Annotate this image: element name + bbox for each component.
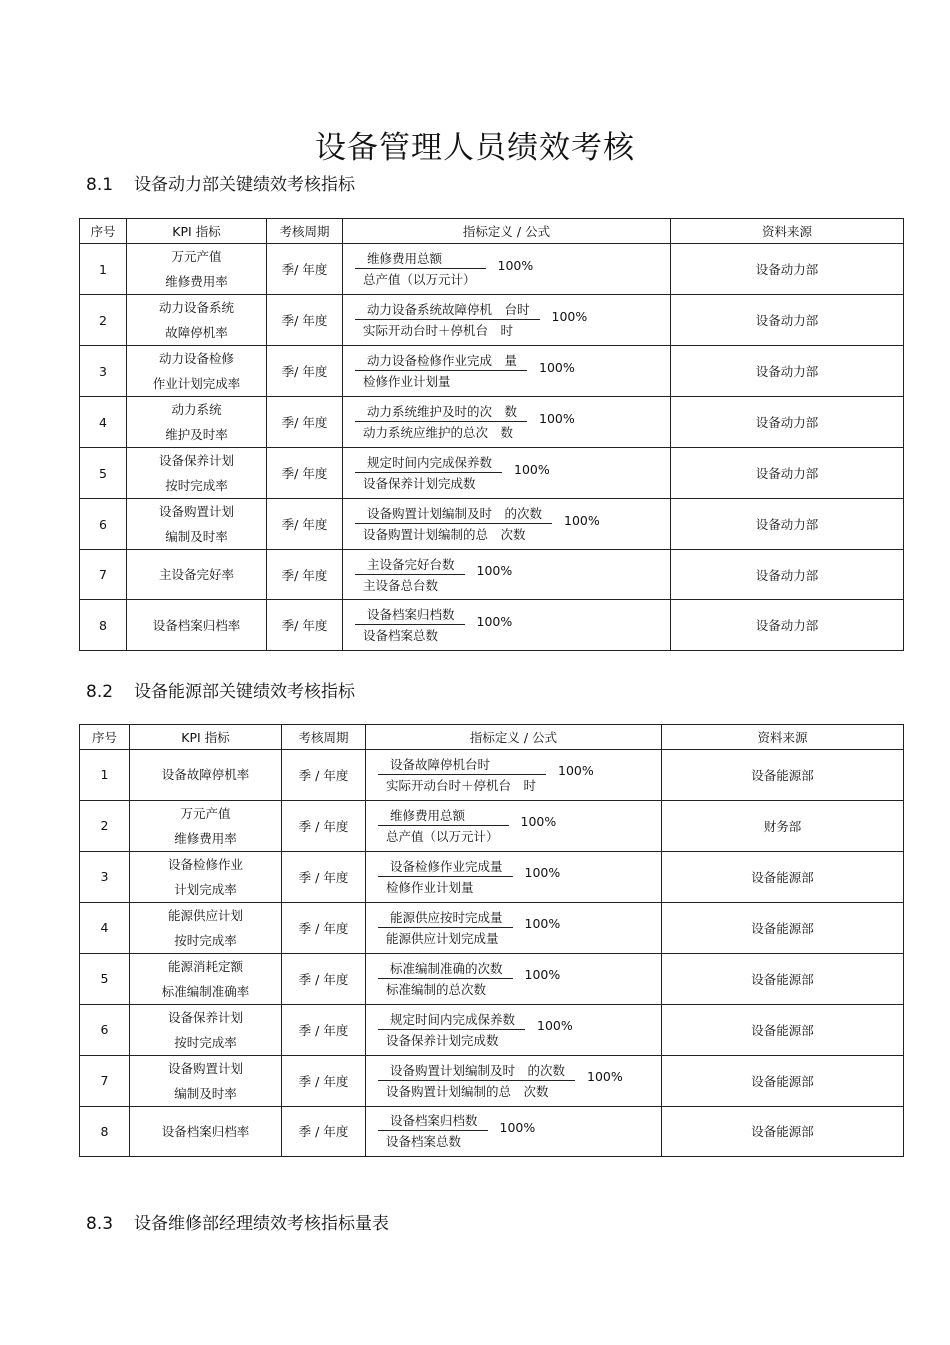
formula-cell	[366, 1055, 662, 1106]
formula-denominator: 设备档案总数	[386, 1134, 462, 1150]
formula-numerator: 设备档案归档数	[355, 606, 465, 625]
header-source: 资料来源	[662, 725, 904, 750]
formula-multiplier: 100%	[551, 308, 588, 324]
kpi-name-cell	[127, 550, 267, 600]
kpi-name-line: 计划完成率	[174, 881, 237, 897]
data-source: 设备能源部	[662, 953, 904, 1004]
table-row	[80, 244, 904, 295]
assessment-period: 季 / 年度	[282, 851, 366, 902]
data-source: 设备能源部	[662, 851, 904, 902]
row-number: 3	[80, 851, 130, 902]
row-number: 1	[80, 750, 130, 801]
data-source: 设备能源部	[662, 750, 904, 801]
section-title: 设备维修部经理绩效考核指标量表	[134, 1214, 389, 1234]
assessment-period: 季/ 年度	[267, 295, 343, 346]
fraction	[355, 556, 465, 594]
fraction	[355, 301, 540, 339]
kpi-name-cell	[130, 1106, 282, 1157]
section-number: 8.2	[86, 682, 114, 702]
header-no: 序号	[80, 219, 127, 244]
section-number: 8.3	[86, 1214, 114, 1234]
formula-denominator: 总产值（以万元计）	[363, 272, 476, 287]
fraction	[355, 454, 502, 492]
kpi-name-cell	[127, 346, 267, 397]
row-number: 7	[80, 1055, 130, 1106]
row-number: 5	[80, 448, 127, 499]
kpi-name-cell	[130, 1055, 282, 1106]
formula-denominator: 动力系统应维护的总次 数	[363, 425, 514, 440]
formula-numerator: 能源供应按时完成量	[378, 909, 513, 928]
fraction	[378, 1062, 575, 1100]
formula-cell	[366, 851, 662, 902]
row-number: 8	[80, 1106, 130, 1157]
formula	[347, 403, 666, 441]
assessment-period: 季 / 年度	[282, 750, 366, 801]
row-number: 4	[80, 397, 127, 448]
header-formula: 指标定义 / 公式	[343, 219, 671, 244]
formula-denominator: 标准编制的总次数	[386, 981, 487, 997]
fraction	[355, 403, 527, 441]
header-formula: 指标定义 / 公式	[366, 725, 662, 750]
kpi-name-line: 作业计划完成率	[152, 376, 241, 391]
kpi-name-line: 标准编制准确率	[161, 983, 250, 999]
table-header-row	[80, 725, 904, 750]
formula	[370, 1112, 657, 1150]
kpi-name-line: 动力系统	[171, 402, 222, 417]
formula-cell	[366, 1106, 662, 1157]
table-row	[80, 1004, 904, 1055]
table-row	[80, 600, 904, 650]
table-row	[80, 346, 904, 397]
table-row	[80, 800, 904, 851]
table-header-row	[80, 219, 904, 244]
header-kpi: KPI 指标	[127, 219, 267, 244]
kpi-name-line: 主设备完好率	[158, 567, 234, 583]
formula-cell	[343, 295, 671, 346]
assessment-period: 季/ 年度	[267, 600, 343, 650]
data-source: 设备动力部	[671, 448, 904, 499]
formula-numerator: 维修费用总额	[355, 250, 486, 269]
kpi-name-line: 按时完成率	[165, 478, 228, 493]
formula-numerator: 设备故障停机台时	[378, 756, 546, 775]
kpi-name-cell	[127, 448, 267, 499]
kpi-name-line: 设备保养计划	[167, 1009, 243, 1025]
formula-multiplier: 100%	[524, 916, 561, 932]
formula-multiplier: 100%	[497, 257, 534, 273]
header-source: 资料来源	[671, 219, 904, 244]
data-source: 设备动力部	[671, 550, 904, 600]
kpi-name-line: 按时完成率	[174, 932, 237, 948]
formula-multiplier: 100%	[587, 1069, 623, 1085]
formula-multiplier: 100%	[539, 359, 575, 375]
data-source: 设备能源部	[662, 1106, 904, 1157]
fraction	[378, 807, 509, 845]
row-number: 3	[80, 346, 127, 397]
row-number: 8	[80, 600, 127, 650]
kpi-name-line: 维修费用率	[174, 830, 237, 846]
kpi-name-cell	[127, 600, 267, 650]
formula	[370, 756, 657, 794]
formula-multiplier: 100%	[520, 814, 557, 830]
assessment-period: 季 / 年度	[282, 800, 366, 851]
kpi-name-line: 设备故障停机率	[161, 767, 250, 783]
header-period: 考核周期	[282, 725, 366, 750]
section-number: 8.1	[86, 175, 114, 195]
kpi-name-cell	[127, 499, 267, 550]
kpi-name-line: 设备档案归档率	[161, 1123, 250, 1139]
formula	[370, 1062, 657, 1100]
table-row	[80, 448, 904, 499]
kpi-name-cell	[130, 902, 282, 953]
row-number: 6	[80, 1004, 130, 1055]
assessment-period: 季/ 年度	[267, 397, 343, 448]
formula	[347, 505, 666, 543]
kpi-table-energy-dept	[79, 724, 904, 1157]
kpi-name-line: 能源消耗定额	[167, 958, 243, 974]
row-number: 4	[80, 902, 130, 953]
formula	[370, 1011, 657, 1049]
formula-numerator: 标准编制准确的次数	[378, 960, 513, 979]
formula	[347, 454, 666, 492]
assessment-period: 季 / 年度	[282, 953, 366, 1004]
formula-denominator: 主设备总台数	[363, 577, 439, 593]
formula-numerator: 维修费用总额	[378, 807, 509, 826]
formula-cell	[366, 953, 662, 1004]
table-row	[80, 295, 904, 346]
formula-numerator: 设备检修作业完成量	[378, 858, 513, 877]
assessment-period: 季/ 年度	[267, 550, 343, 600]
kpi-name-line: 维护及时率	[165, 427, 228, 442]
formula	[347, 606, 666, 644]
kpi-name-cell	[127, 397, 267, 448]
header-kpi: KPI 指标	[130, 725, 282, 750]
formula-cell	[343, 600, 671, 650]
formula-multiplier: 100%	[514, 461, 550, 477]
data-source: 设备能源部	[662, 1004, 904, 1055]
fraction	[378, 858, 513, 896]
kpi-name-line: 动力设备检修	[158, 351, 234, 366]
kpi-name-line: 设备购置计划	[158, 504, 234, 519]
row-number: 7	[80, 550, 127, 600]
formula-denominator: 能源供应计划完成量	[386, 930, 499, 946]
assessment-period: 季 / 年度	[282, 1106, 366, 1157]
fraction	[378, 960, 513, 998]
kpi-table-power-dept	[79, 218, 904, 651]
page-title: 设备管理人员绩效考核	[315, 130, 635, 166]
data-source: 设备能源部	[662, 902, 904, 953]
formula-numerator: 设备购置计划编制及时 的次数	[378, 1062, 575, 1081]
table-row	[80, 902, 904, 953]
fraction	[378, 1011, 525, 1049]
formula-numerator: 动力系统维护及时的次 数	[355, 403, 527, 422]
assessment-period: 季/ 年度	[267, 244, 343, 295]
formula-multiplier: 100%	[564, 512, 600, 528]
table-row	[80, 953, 904, 1004]
section-title: 设备能源部关键绩效考核指标	[134, 682, 355, 702]
formula-numerator: 规定时间内完成保养数	[378, 1011, 525, 1030]
formula-numerator: 主设备完好台数	[355, 556, 465, 575]
formula-cell	[343, 550, 671, 600]
kpi-name-line: 设备检修作业	[167, 856, 243, 872]
fraction	[355, 250, 486, 288]
data-source: 设备动力部	[671, 397, 904, 448]
kpi-name-line: 设备档案归档率	[152, 617, 241, 633]
formula-numerator: 设备购置计划编制及时 的次数	[355, 505, 552, 524]
kpi-name-line: 万元产值	[171, 249, 222, 264]
kpi-name-line: 设备保养计划	[158, 453, 234, 468]
data-source: 设备动力部	[671, 244, 904, 295]
formula-denominator: 实际开动台时＋停机台 时	[363, 323, 514, 338]
formula-denominator: 实际开动台时＋停机台 时	[386, 777, 537, 793]
data-source: 财务部	[662, 800, 904, 851]
header-period: 考核周期	[267, 219, 343, 244]
formula-numerator: 动力设备检修作业完成 量	[355, 352, 527, 371]
kpi-name-line: 维修费用率	[165, 274, 228, 289]
table-row	[80, 1106, 904, 1157]
kpi-name-line: 编制及时率	[165, 529, 228, 544]
data-source: 设备动力部	[671, 600, 904, 650]
fraction	[378, 1112, 488, 1150]
kpi-name-cell	[130, 953, 282, 1004]
assessment-period: 季 / 年度	[282, 1004, 366, 1055]
formula-cell	[366, 750, 662, 801]
formula-denominator: 检修作业计划量	[363, 374, 451, 389]
formula-cell	[366, 1004, 662, 1055]
formula	[347, 556, 666, 594]
section-title: 设备动力部关键绩效考核指标	[134, 175, 355, 195]
formula-numerator: 规定时间内完成保养数	[355, 454, 502, 473]
formula	[370, 858, 657, 896]
formula	[347, 301, 666, 339]
formula-denominator: 总产值（以万元计）	[386, 828, 499, 844]
formula-cell	[343, 448, 671, 499]
fraction	[355, 606, 465, 644]
row-number: 2	[80, 295, 127, 346]
fraction	[378, 909, 513, 947]
formula-multiplier: 100%	[476, 563, 513, 579]
table-row	[80, 1055, 904, 1106]
formula-multiplier: 100%	[524, 967, 561, 983]
assessment-period: 季/ 年度	[267, 448, 343, 499]
assessment-period: 季 / 年度	[282, 1055, 366, 1106]
data-source: 设备动力部	[671, 346, 904, 397]
data-source: 设备能源部	[662, 1055, 904, 1106]
formula-denominator: 设备购置计划编制的总 次数	[363, 527, 526, 542]
kpi-name-line: 设备购置计划	[167, 1060, 243, 1076]
row-number: 2	[80, 800, 130, 851]
kpi-name-line: 故障停机率	[165, 325, 228, 340]
data-source: 设备动力部	[671, 295, 904, 346]
formula-numerator: 设备档案归档数	[378, 1112, 488, 1131]
formula	[347, 352, 666, 390]
header-no: 序号	[80, 725, 130, 750]
assessment-period: 季 / 年度	[282, 902, 366, 953]
table-row	[80, 397, 904, 448]
formula	[347, 250, 666, 288]
data-source: 设备动力部	[671, 499, 904, 550]
formula-cell	[343, 397, 671, 448]
section-heading-8-3	[86, 1209, 389, 1234]
fraction	[355, 505, 552, 543]
kpi-name-line: 按时完成率	[174, 1034, 237, 1050]
kpi-name-line: 能源供应计划	[167, 907, 243, 923]
kpi-name-cell	[130, 800, 282, 851]
formula	[370, 807, 657, 845]
formula-multiplier: 100%	[537, 1018, 573, 1034]
kpi-name-line: 动力设备系统	[158, 300, 234, 315]
kpi-name-cell	[130, 750, 282, 801]
section-heading-8-1	[86, 170, 355, 195]
fraction	[378, 756, 546, 794]
formula-cell	[343, 346, 671, 397]
formula-denominator: 设备保养计划完成数	[386, 1032, 499, 1048]
kpi-name-cell	[127, 295, 267, 346]
formula-cell	[366, 902, 662, 953]
assessment-period: 季/ 年度	[267, 499, 343, 550]
formula-multiplier: 100%	[499, 1119, 536, 1135]
row-number: 6	[80, 499, 127, 550]
kpi-name-line: 万元产值	[180, 805, 231, 821]
table-row	[80, 750, 904, 801]
formula-cell	[366, 800, 662, 851]
formula-multiplier: 100%	[558, 763, 594, 779]
formula-multiplier: 100%	[524, 865, 561, 881]
kpi-name-line: 编制及时率	[174, 1085, 237, 1101]
table-row	[80, 851, 904, 902]
row-number: 5	[80, 953, 130, 1004]
formula-denominator: 设备购置计划编制的总 次数	[386, 1083, 549, 1099]
formula-cell	[343, 244, 671, 295]
formula	[370, 909, 657, 947]
formula-multiplier: 100%	[539, 410, 575, 426]
section-heading-8-2	[86, 677, 355, 702]
formula-cell	[343, 499, 671, 550]
kpi-name-cell	[130, 1004, 282, 1055]
kpi-name-cell	[130, 851, 282, 902]
fraction	[355, 352, 527, 390]
formula	[370, 960, 657, 998]
table-row	[80, 499, 904, 550]
assessment-period: 季/ 年度	[267, 346, 343, 397]
formula-multiplier: 100%	[476, 613, 513, 629]
formula-denominator: 设备保养计划完成数	[363, 476, 476, 491]
formula-denominator: 设备档案总数	[363, 628, 439, 644]
formula-denominator: 检修作业计划量	[386, 879, 474, 895]
kpi-name-cell	[127, 244, 267, 295]
formula-numerator: 动力设备系统故障停机 台时	[355, 301, 540, 320]
table-row	[80, 550, 904, 600]
row-number: 1	[80, 244, 127, 295]
